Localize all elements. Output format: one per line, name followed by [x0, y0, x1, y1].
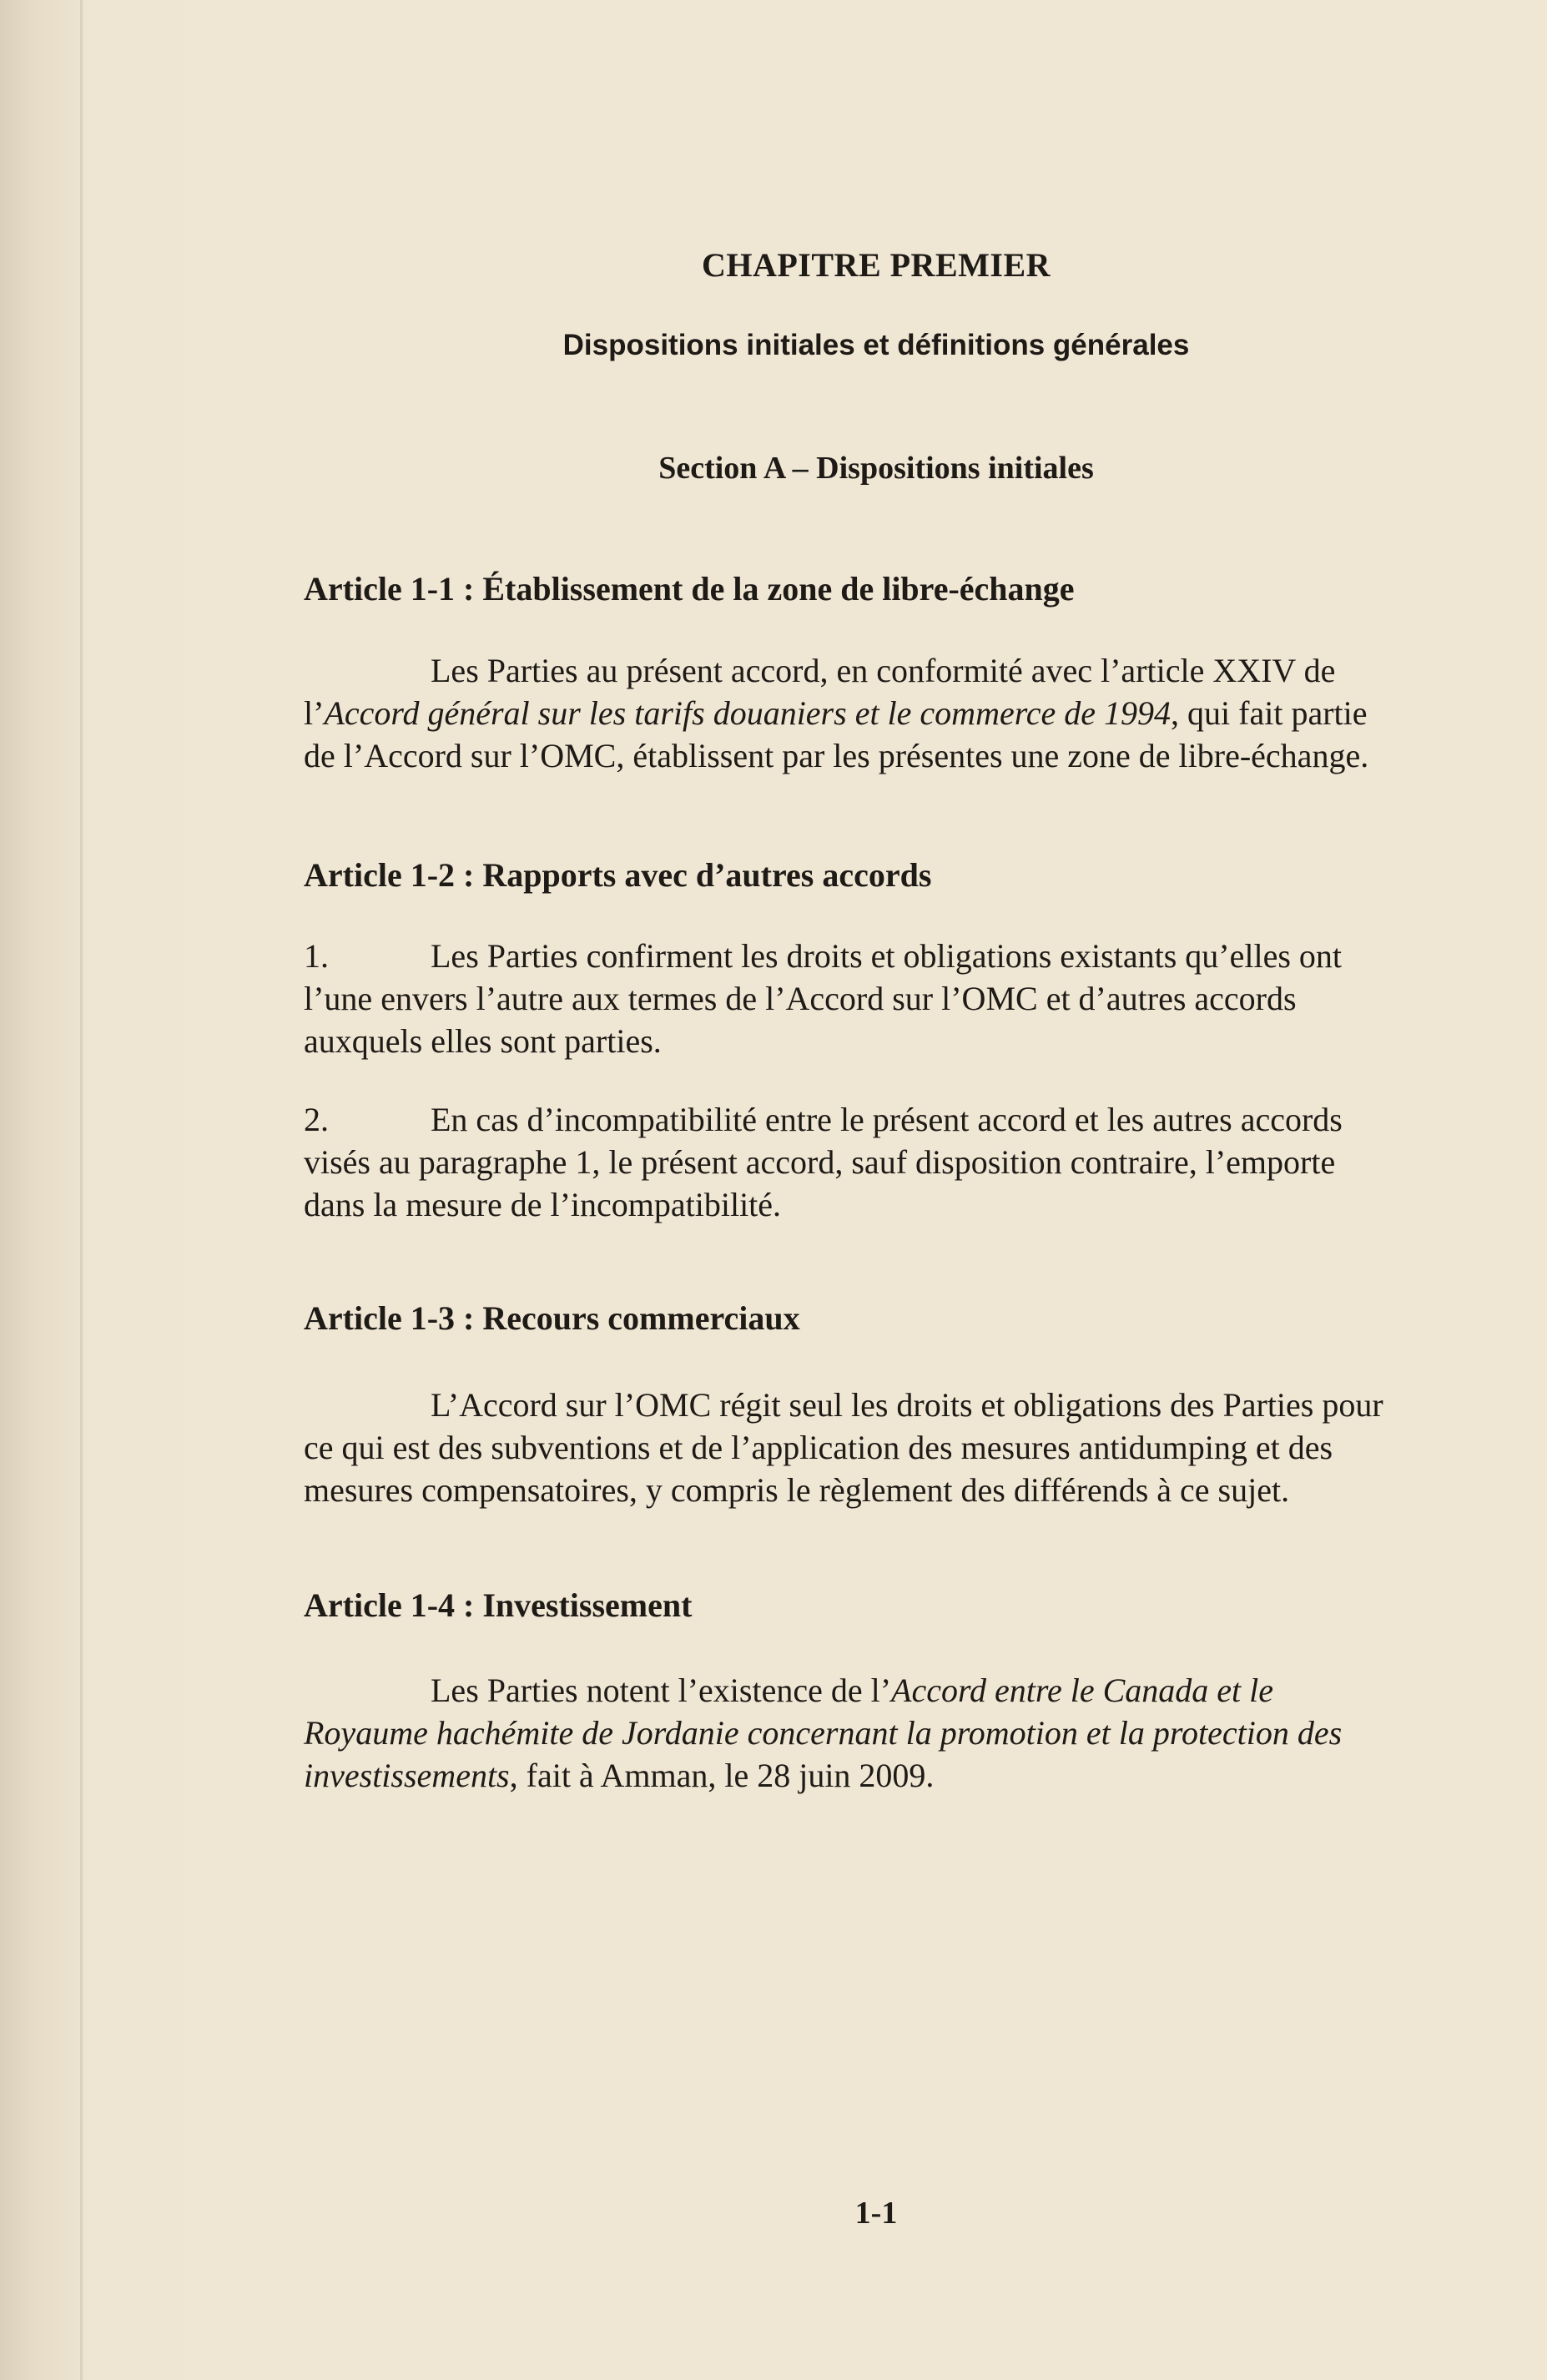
- italic-title: investissements: [304, 1757, 510, 1794]
- text-line: [304, 1712, 1444, 1754]
- text-span: Les Parties au présent accord, en conformité avec l’article XXIV de: [431, 652, 1336, 689]
- paragraph-number: 1.: [304, 937, 329, 975]
- text-span: En cas d’incompatibilité entre le présent accord et les autres accords: [431, 1101, 1343, 1138]
- text-line: [304, 977, 1444, 1020]
- page-number: 1-1: [854, 2196, 898, 2231]
- article-1-4-text: [304, 1669, 1444, 1797]
- text-line: [304, 692, 1444, 734]
- text-span: Les Parties notent l’existence de l’: [431, 1672, 892, 1709]
- italic-title: Accord entre le Canada et le: [891, 1672, 1274, 1709]
- article-1-3-text: [304, 1384, 1444, 1511]
- text-line: [304, 649, 1444, 692]
- text-span: mesures compensatoires, y compris le règlement des différends à ce sujet.: [304, 1471, 1290, 1509]
- text-span: de l’Accord sur l’OMC, établissent par les présentes une zone de libre-échange.: [304, 737, 1369, 774]
- italic-title: Accord général sur les tarifs douaniers et le commerce de 1994: [324, 694, 1172, 732]
- text-line: [304, 1469, 1444, 1511]
- text-line: [304, 1141, 1444, 1183]
- text-span: Les Parties confirment les droits et obligations existants qu’elles ont: [431, 937, 1343, 975]
- text-span: ce qui est des subventions et de l’application des mesures antidumping et des: [304, 1429, 1333, 1466]
- text-line: [304, 1426, 1444, 1469]
- text-span: , qui fait partie: [1171, 694, 1368, 732]
- text-line: [304, 1020, 1444, 1062]
- article-1-4-heading: Article 1-4 : Investissement: [304, 1586, 693, 1624]
- article-1-1-heading: Article 1-1 : Établissement de la zone de libre-échange: [304, 570, 1075, 608]
- article-1-3-heading: Article 1-3 : Recours commerciaux: [304, 1299, 800, 1337]
- article-1-2-paragraph-1: [304, 935, 1444, 1062]
- italic-title: Royaume hachémite de Jordanie concernant la promotion et la protection des: [304, 1714, 1343, 1752]
- text-span: auxquels elles sont parties.: [304, 1022, 662, 1060]
- text-span: l’: [304, 694, 325, 732]
- chapter-title: CHAPITRE PREMIER: [701, 246, 1051, 284]
- paragraph-number: 2.: [304, 1101, 329, 1138]
- section-title: Section A – Dispositions initiales: [658, 451, 1094, 486]
- text-line: [304, 1183, 1444, 1226]
- article-1-2-heading: Article 1-2 : Rapports avec d’autres accords: [304, 856, 932, 894]
- text-line: [304, 1754, 1444, 1797]
- text-span: l’une envers l’autre aux termes de l’Accord sur l’OMC et d’autres accords: [304, 980, 1297, 1017]
- article-1-1-text: [304, 649, 1444, 777]
- text-span: dans la mesure de l’incompatibilité.: [304, 1186, 782, 1223]
- text-span: visés au paragraphe 1, le présent accord, sauf disposition contraire, l’emporte: [304, 1143, 1336, 1181]
- text-line: [304, 734, 1444, 777]
- text-line: [304, 1669, 1444, 1712]
- text-span: L’Accord sur l’OMC régit seul les droits et obligations des Parties pour: [431, 1386, 1383, 1424]
- text-line: [304, 1384, 1444, 1426]
- text-span: , fait à Amman, le 28 juin 2009.: [509, 1757, 935, 1794]
- text-line: [304, 1098, 1444, 1141]
- chapter-subtitle: Dispositions initiales et définitions générales: [562, 329, 1190, 361]
- article-1-2-paragraph-2: [304, 1098, 1444, 1226]
- text-line: [304, 935, 1444, 977]
